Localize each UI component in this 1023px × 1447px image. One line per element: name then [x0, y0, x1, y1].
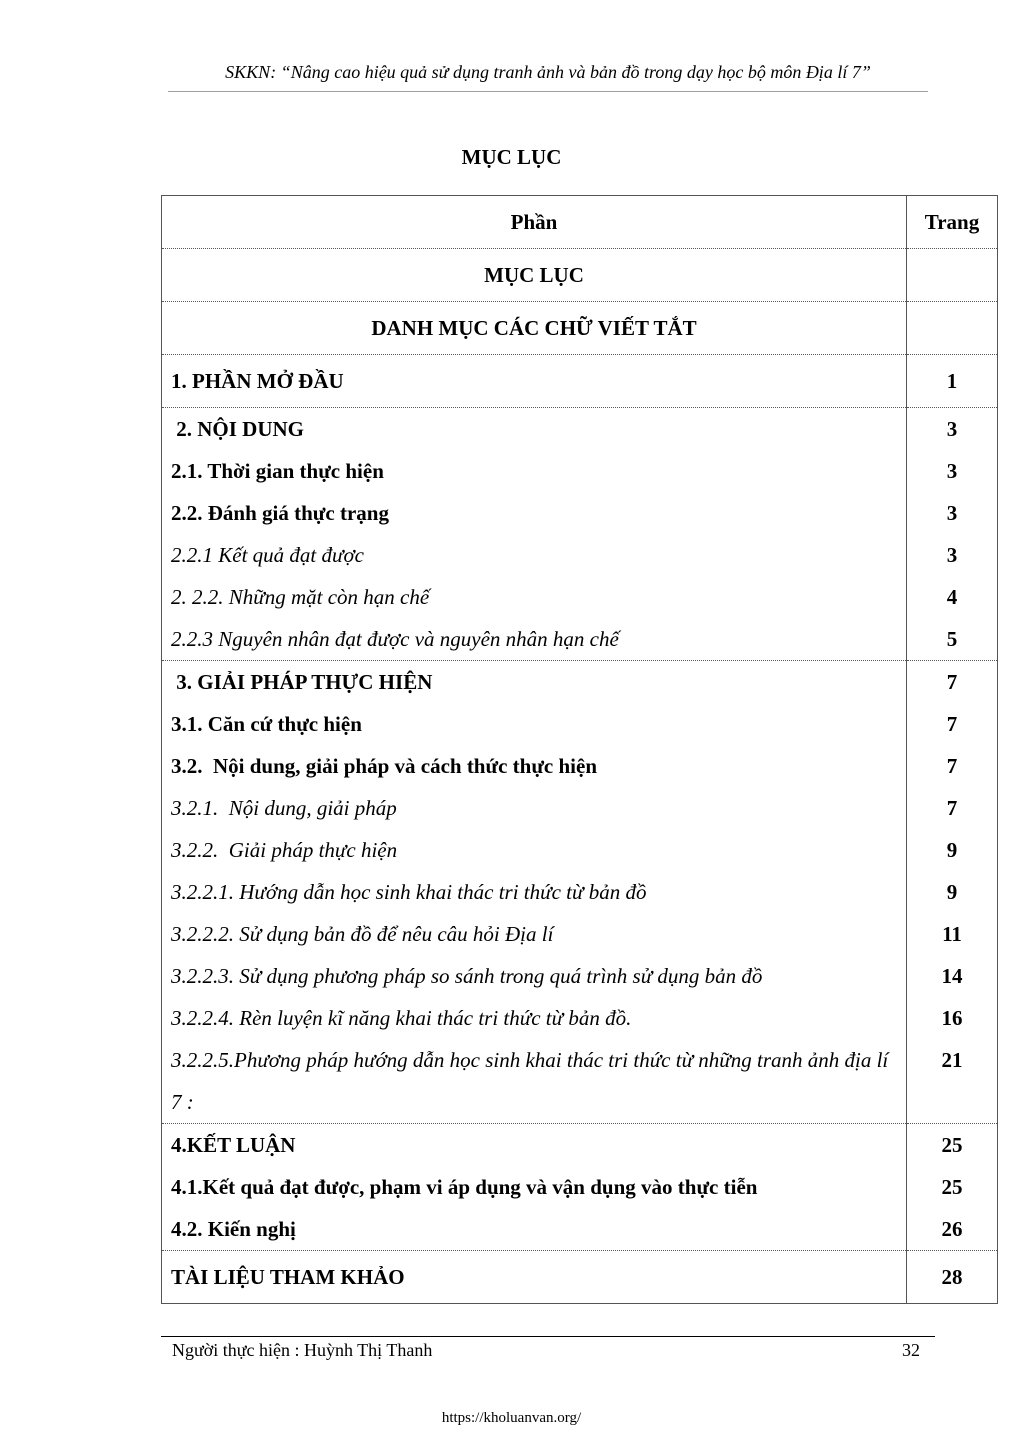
toc-entry-label: 2. 2.2. Những mặt còn hạn chế [171, 585, 430, 609]
toc-entry-page: 9 [946, 838, 958, 862]
toc-entry-page: 11 [942, 922, 962, 946]
toc-group-labels [162, 408, 907, 661]
toc-entry-label: 3.2.2.1. Hướng dẫn học sinh khai thác tri thức từ bản đồ [171, 880, 647, 904]
toc-entry-page: 5 [946, 627, 958, 651]
toc-group-labels [162, 1124, 907, 1251]
col-header-page: Trang [907, 196, 998, 249]
toc-entry-label: 3.2.2. Giải pháp thực hiện [171, 838, 398, 862]
toc-entry-page: 25 [941, 1175, 963, 1199]
toc-entry-label: 4.KẾT LUẬN [171, 1133, 296, 1157]
toc-entry-label: 2.2.1 Kết quả đạt được [171, 543, 364, 567]
toc-entry-label: 3.2.2.3. Sử dụng phương pháp so sánh trong quá trình sử dụng bản đồ [171, 964, 763, 988]
toc-entry-label: 3.2.2.2. Sử dụng bản đồ để nêu câu hỏi Địa lí [171, 922, 554, 946]
toc-row [162, 1251, 998, 1304]
toc-entry-page: 3 [946, 501, 958, 525]
toc-entry-page: 4 [946, 585, 958, 609]
footer-author: Người thực hiện : Huỳnh Thị Thanh [172, 1340, 433, 1360]
toc-entry-label: 2. NỘI DUNG [171, 417, 305, 441]
toc-entry-label: 3.2.2.4. Rèn luyện kĩ năng khai thác tri thức từ bản đồ. [171, 1006, 632, 1030]
toc-entry-page: 3 [946, 417, 958, 441]
toc-entry-page: 25 [941, 1133, 963, 1157]
toc-entry-label: 3.2.2.5.Phương pháp hướng dẫn học sinh khai thác tri thức từ những tranh ảnh địa lí 7 : [171, 1048, 889, 1114]
toc-entry-label: DANH MỤC CÁC CHỮ VIẾT TẮT [162, 302, 907, 355]
toc-group-pages [907, 408, 998, 661]
toc-entry-page [907, 302, 998, 355]
toc-entry-label: 2.1. Thời gian thực hiện [171, 459, 384, 483]
toc-group-ket-luan [162, 1124, 998, 1251]
header-rule [168, 91, 928, 92]
source-url[interactable]: https://kholuanvan.org/ [441, 1410, 582, 1426]
toc-entry-label: 2.2. Đánh giá thực trạng [171, 501, 389, 525]
toc-group-pages [907, 661, 998, 1124]
toc-entry-page: 3 [946, 543, 958, 567]
toc-entry-page: 7 [946, 670, 958, 694]
page-title: MỤC LỤC [461, 145, 562, 169]
toc-group-giai-phap [162, 661, 998, 1124]
footer-rule [161, 1336, 935, 1337]
toc-group-noi-dung [162, 408, 998, 661]
toc-entry-label: 2.2.3 Nguyên nhân đạt được và nguyên nhân hạn chế [171, 627, 619, 651]
toc-group-pages [907, 1124, 998, 1251]
toc-table [161, 195, 998, 1304]
toc-group-labels [162, 661, 907, 1124]
toc-entry-label: TÀI LIỆU THAM KHẢO [162, 1251, 907, 1304]
toc-entry-page: 7 [946, 754, 958, 778]
document-header: SKKN: “Nâng cao hiệu quả sử dụng tranh ảnh và bản đồ trong dạy học bộ môn Địa lí 7” [225, 62, 871, 82]
toc-entry-page: 3 [946, 459, 958, 483]
toc-entry-label: 1. PHẦN MỞ ĐẦU [162, 355, 907, 408]
toc-entry-label: 4.2. Kiến nghị [171, 1217, 296, 1241]
toc-entry-label: 4.1.Kết quả đạt được, phạm vi áp dụng và vận dụng vào thực tiễn [171, 1175, 758, 1199]
toc-header-row [162, 196, 998, 249]
toc-entry-label: 3.2.1. Nội dung, giải pháp [171, 796, 397, 820]
toc-entry-page: 1 [907, 355, 998, 408]
toc-entry-page: 16 [941, 1006, 963, 1030]
toc-row [162, 249, 998, 302]
toc-entry-label: 3. GIẢI PHÁP THỰC HIỆN [171, 670, 433, 694]
toc-entry-page: 26 [941, 1217, 963, 1241]
toc-row [162, 302, 998, 355]
toc-entry-label: 3.2. Nội dung, giải pháp và cách thức thực hiện [171, 754, 598, 778]
toc-entry-page [907, 249, 998, 302]
toc-row [162, 355, 998, 408]
toc-entry-label: MỤC LỤC [162, 249, 907, 302]
toc-entry-page: 7 [946, 796, 958, 820]
toc-entry-page: 14 [941, 964, 963, 988]
toc-entry-page: 7 [946, 712, 958, 736]
toc-entry-page: 9 [946, 880, 958, 904]
footer-page-number: 32 [902, 1340, 920, 1360]
toc-entry-page: 21 [941, 1048, 963, 1072]
toc-entry-page: 28 [907, 1251, 998, 1304]
col-header-section: Phần [162, 196, 907, 249]
toc-entry-label: 3.1. Căn cứ thực hiện [171, 712, 362, 736]
